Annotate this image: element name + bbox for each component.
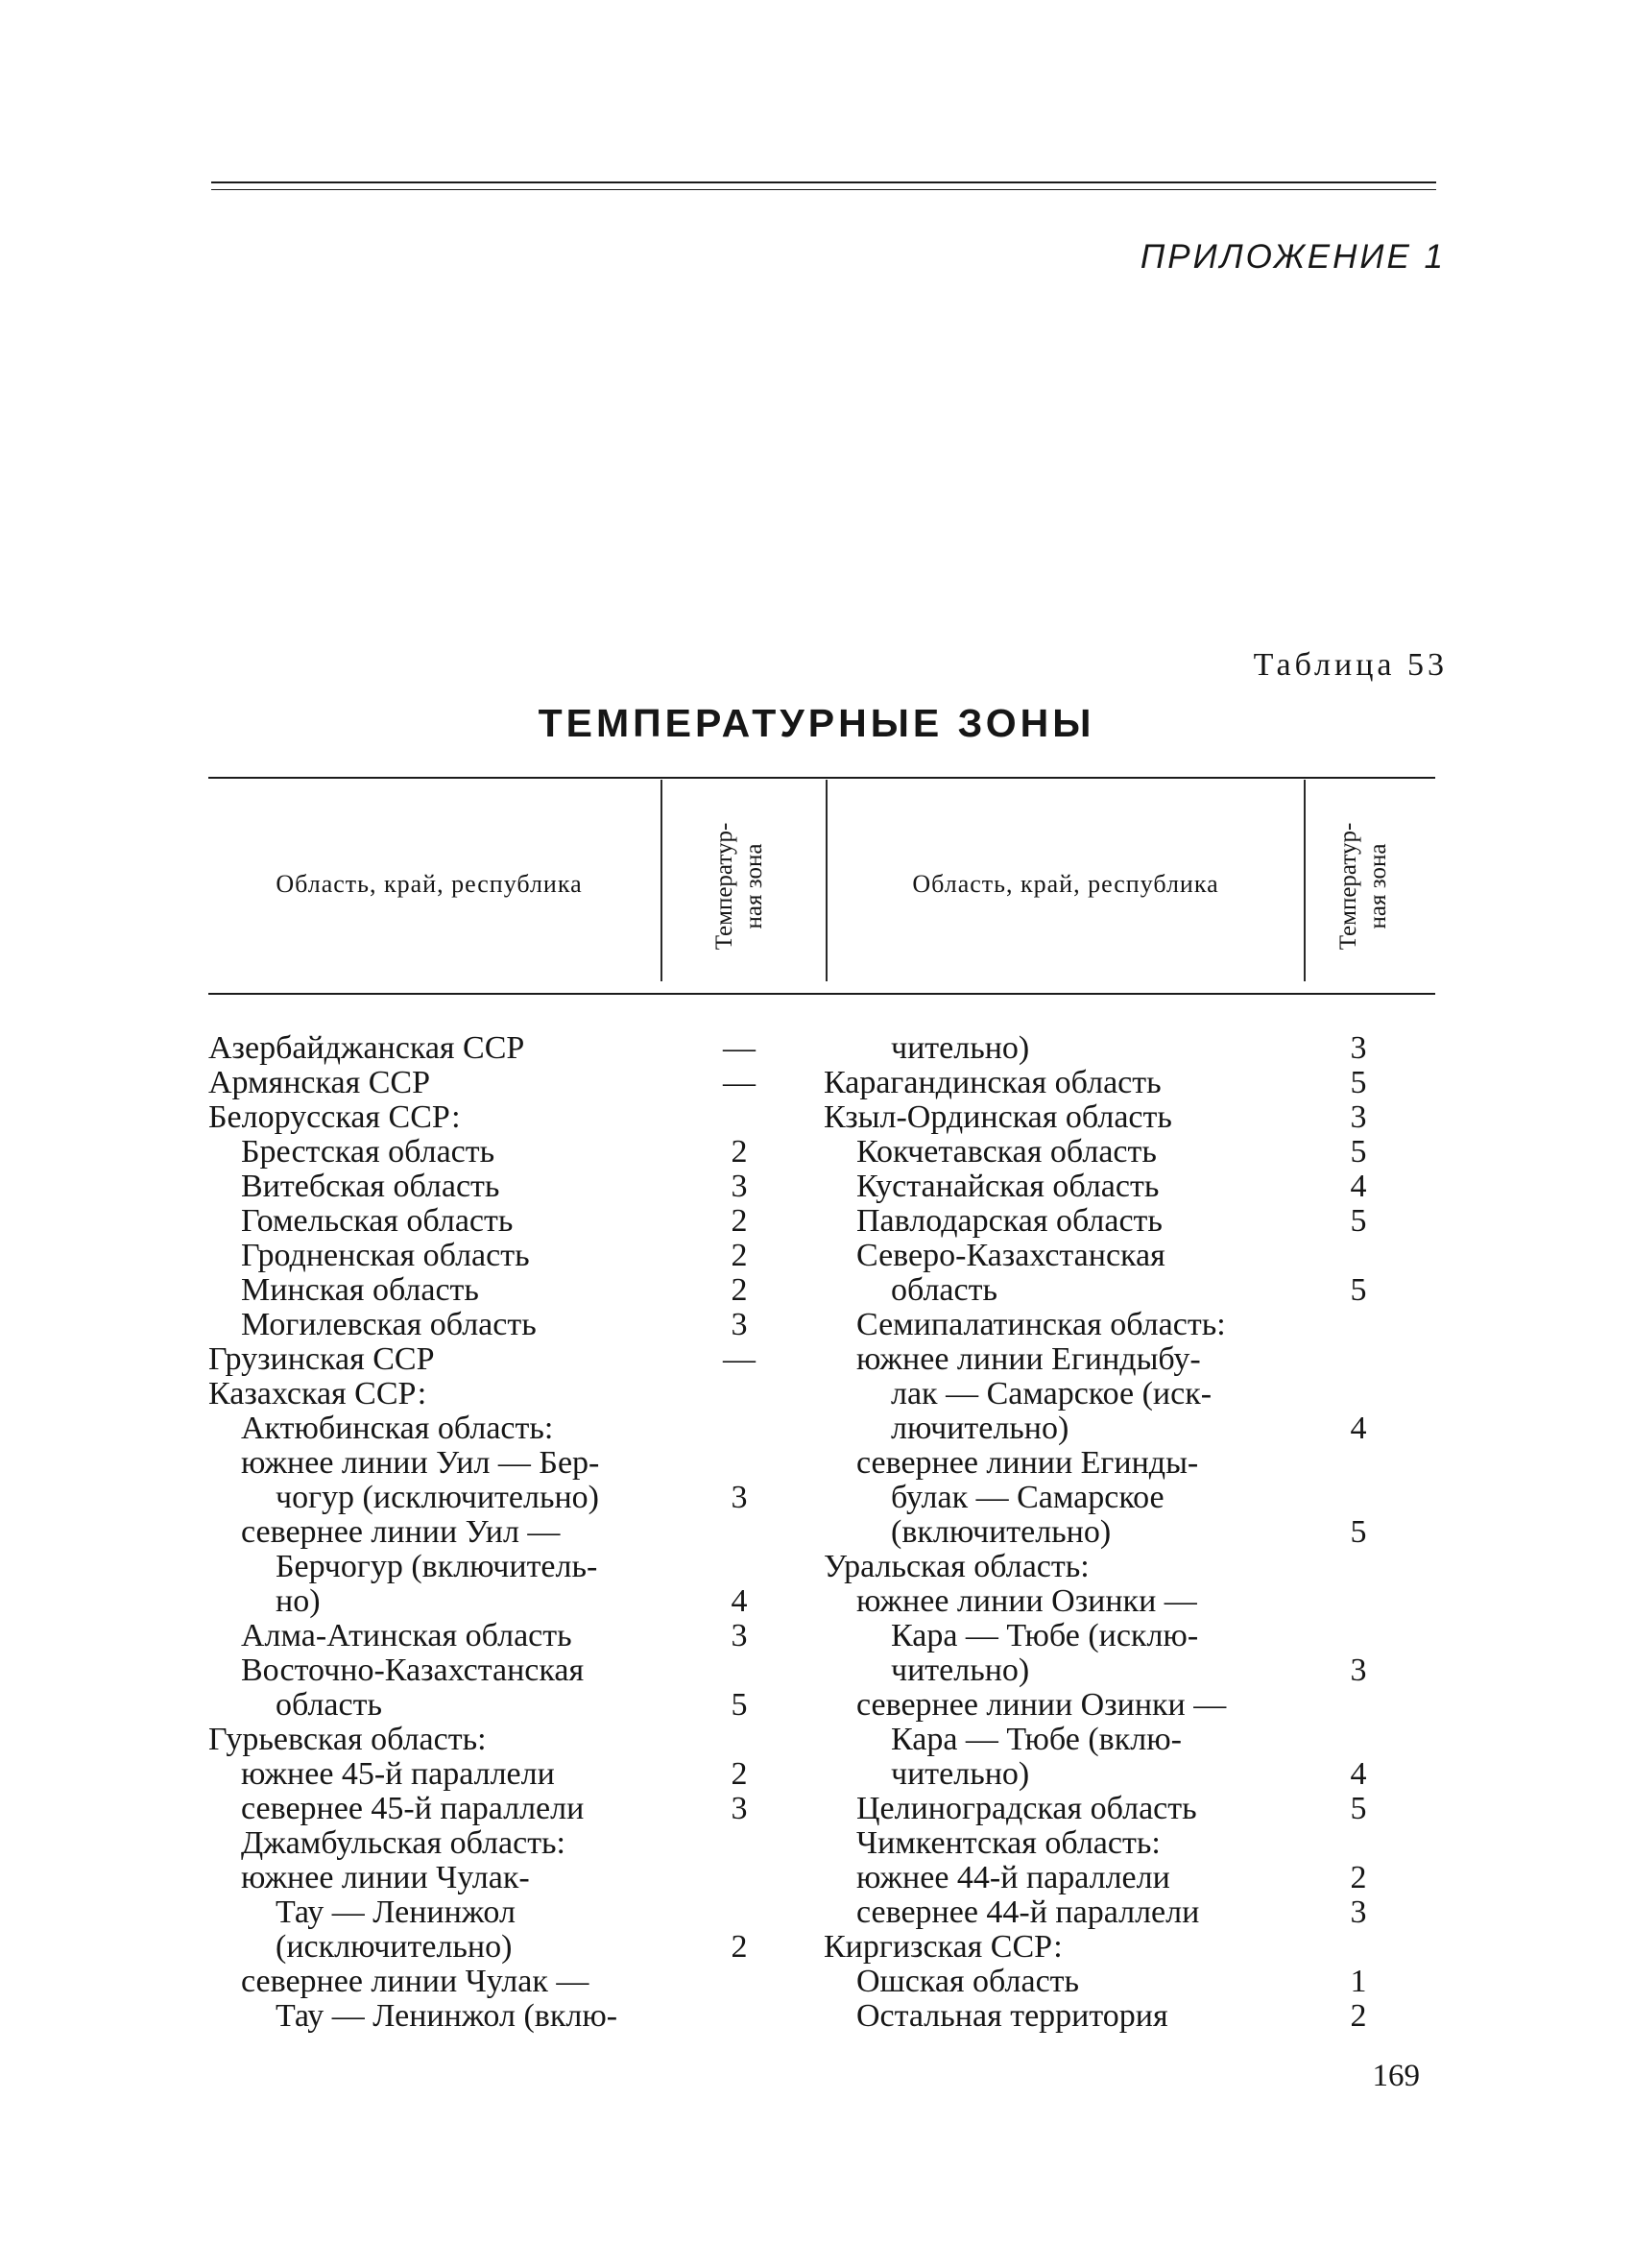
table-row xyxy=(208,1446,823,1481)
header-divider-2 xyxy=(826,780,828,981)
region-name: чительно) xyxy=(891,1756,1030,1792)
table-row xyxy=(208,1757,823,1792)
region-name: Могилевская область xyxy=(241,1307,537,1342)
table-row xyxy=(824,1135,1438,1170)
region-name: Актюбинская область: xyxy=(241,1411,554,1446)
region-name: Семипалатинская область: xyxy=(856,1307,1226,1342)
region-name: лючительно) xyxy=(891,1411,1069,1446)
table-row xyxy=(824,1411,1438,1446)
table-row xyxy=(208,1550,823,1584)
table-row xyxy=(208,1895,823,1930)
header-zone-right-line2: ная зона xyxy=(1365,843,1391,929)
table-row xyxy=(208,1965,823,1999)
region-name: севернее линии Озинки — xyxy=(856,1687,1227,1723)
table-row xyxy=(208,1239,823,1273)
region-name: севернее линии Уил — xyxy=(241,1514,561,1550)
table-row xyxy=(824,1031,1438,1066)
region-name: Джамбульская область: xyxy=(241,1825,566,1861)
header-zone-left-line1: Температур- xyxy=(711,822,737,951)
zone-value: 3 xyxy=(1350,1099,1367,1135)
region-name: чогур (исключительно) xyxy=(276,1480,599,1515)
zone-value: 4 xyxy=(1350,1169,1367,1204)
region-name: Ошская область xyxy=(856,1964,1080,1999)
region-name: Грузинская ССР xyxy=(208,1341,435,1377)
zone-value: 3 xyxy=(731,1618,748,1653)
header-zone-left xyxy=(709,809,777,963)
zone-value: 3 xyxy=(1350,1894,1367,1930)
left-column xyxy=(208,1031,823,2034)
region-name: севернее линии Чулак — xyxy=(241,1964,589,1999)
region-name: Гродненская область xyxy=(241,1238,530,1273)
region-name: чительно) xyxy=(891,1030,1030,1066)
appendix-label: ПРИЛОЖЕНИЕ 1 xyxy=(1140,238,1446,276)
region-name: севернее линии Егинды- xyxy=(856,1445,1199,1481)
zone-value: 3 xyxy=(731,1480,748,1515)
table-row xyxy=(824,1308,1438,1342)
table-row xyxy=(824,1792,1438,1826)
table-row xyxy=(824,1826,1438,1861)
zone-value: 5 xyxy=(1350,1272,1367,1308)
region-name: Белорусская ССР: xyxy=(208,1099,461,1135)
table-row xyxy=(824,1515,1438,1550)
region-name: Чимкентская область: xyxy=(856,1825,1161,1861)
table-row xyxy=(824,1619,1438,1653)
header-region-left: Область, край, республика xyxy=(276,870,583,898)
table-row xyxy=(208,1342,823,1377)
table-row xyxy=(208,1653,823,1688)
header-divider-3 xyxy=(1304,780,1306,981)
table-row xyxy=(208,1204,823,1239)
zone-value: 2 xyxy=(1350,1860,1367,1895)
table-row xyxy=(208,1930,823,1965)
table-row xyxy=(824,1377,1438,1411)
region-name: Гомельская область xyxy=(241,1203,514,1239)
header-zone-left-line2: ная зона xyxy=(741,843,767,929)
region-name: Уральская область: xyxy=(824,1549,1090,1584)
region-name: (исключительно) xyxy=(276,1929,513,1965)
zone-value: 5 xyxy=(1350,1134,1367,1170)
zone-value: 5 xyxy=(731,1687,748,1723)
table-row xyxy=(208,1584,823,1619)
table-row xyxy=(824,1550,1438,1584)
zone-value: — xyxy=(723,1065,756,1100)
zone-value: 2 xyxy=(1350,1998,1367,2034)
region-name: Армянская ССР xyxy=(208,1065,430,1100)
table-row xyxy=(824,1239,1438,1273)
table-row xyxy=(824,1688,1438,1723)
page-number: 169 xyxy=(1372,2059,1420,2093)
zone-value: — xyxy=(723,1030,756,1066)
region-name: область xyxy=(276,1687,382,1723)
table-row xyxy=(208,1100,823,1135)
top-rule-upper xyxy=(211,181,1436,183)
table-row xyxy=(208,1792,823,1826)
zone-value: 4 xyxy=(731,1583,748,1619)
region-name: Алма-Атинская область xyxy=(241,1618,572,1653)
region-name: но) xyxy=(276,1583,321,1619)
region-name: южнее линии Егиндыбу- xyxy=(856,1341,1201,1377)
table-row xyxy=(208,1135,823,1170)
table-row xyxy=(208,1688,823,1723)
region-name: Гурьевская область: xyxy=(208,1722,487,1757)
table-row xyxy=(824,1930,1438,1965)
zone-value: 1 xyxy=(1350,1964,1367,1999)
top-rule-lower xyxy=(211,189,1436,190)
table-row xyxy=(208,1515,823,1550)
table-row xyxy=(824,1273,1438,1308)
region-name: Кустанайская область xyxy=(856,1169,1160,1204)
region-name: Берчогур (включитель- xyxy=(276,1549,598,1584)
table-row xyxy=(824,1204,1438,1239)
region-name: Брестская область xyxy=(241,1134,495,1170)
table-row xyxy=(824,1757,1438,1792)
table-header-bottom-rule xyxy=(208,993,1435,995)
table-row xyxy=(208,1723,823,1757)
table-row xyxy=(824,1584,1438,1619)
region-name: чительно) xyxy=(891,1653,1030,1688)
table-row xyxy=(208,1861,823,1895)
region-name: лак — Самарское (иск- xyxy=(891,1376,1213,1411)
zone-value: — xyxy=(723,1341,756,1377)
table-row xyxy=(208,1619,823,1653)
zone-value: 2 xyxy=(731,1134,748,1170)
table-row xyxy=(824,1170,1438,1204)
zone-value: 5 xyxy=(1350,1514,1367,1550)
zone-value: 5 xyxy=(1350,1791,1367,1826)
zone-value: 3 xyxy=(1350,1030,1367,1066)
zone-value: 2 xyxy=(731,1203,748,1239)
region-name: Тау — Ленинжол xyxy=(276,1894,516,1930)
region-name: Карагандинская область xyxy=(824,1065,1162,1100)
table-row xyxy=(208,1170,823,1204)
table-row xyxy=(824,1895,1438,1930)
header-region-right: Область, край, республика xyxy=(912,870,1219,898)
region-name: Кара — Тюбе (исклю- xyxy=(891,1618,1199,1653)
header-zone-right xyxy=(1333,809,1401,963)
region-name: Северо-Казахстанская xyxy=(856,1238,1165,1273)
zone-value: 3 xyxy=(731,1791,748,1826)
zone-value: 3 xyxy=(731,1169,748,1204)
table-row xyxy=(824,1446,1438,1481)
region-name: Восточно-Казахстанская xyxy=(241,1653,585,1688)
table-row xyxy=(824,1723,1438,1757)
table-row xyxy=(824,1066,1438,1100)
table-row xyxy=(824,1481,1438,1515)
region-name: Кокчетавская область xyxy=(856,1134,1157,1170)
region-name: южнее 45-й параллели xyxy=(241,1756,555,1792)
table-row xyxy=(824,1965,1438,1999)
region-name: Павлодарская область xyxy=(856,1203,1163,1239)
region-name: Тау — Ленинжол (вклю- xyxy=(276,1998,618,2034)
region-name: южнее 44-й параллели xyxy=(856,1860,1170,1895)
table-top-rule xyxy=(208,777,1435,779)
region-name: Витебская область xyxy=(241,1169,500,1204)
zone-value: 5 xyxy=(1350,1065,1367,1100)
table-row xyxy=(208,1826,823,1861)
right-column xyxy=(824,1031,1438,2034)
region-name: Целиноградская область xyxy=(856,1791,1197,1826)
header-zone-right-line1: Температур- xyxy=(1335,822,1361,951)
table-row xyxy=(208,1481,823,1515)
region-name: (включительно) xyxy=(891,1514,1112,1550)
region-name: южнее линии Озинки — xyxy=(856,1583,1197,1619)
region-name: булак — Самарское xyxy=(891,1480,1165,1515)
region-name: Остальная территория xyxy=(856,1998,1168,2034)
region-name: севернее 45-й параллели xyxy=(241,1791,585,1826)
region-name: Азербайджанская ССР xyxy=(208,1030,525,1066)
region-name: южнее линии Чулак- xyxy=(241,1860,530,1895)
region-name: Минская область xyxy=(241,1272,479,1308)
region-name: область xyxy=(891,1272,997,1308)
table-row xyxy=(824,1861,1438,1895)
table-number: Таблица 53 xyxy=(1253,647,1448,683)
table-row xyxy=(824,1342,1438,1377)
header-divider-1 xyxy=(660,780,662,981)
table-row xyxy=(208,1273,823,1308)
zone-value: 4 xyxy=(1350,1756,1367,1792)
zone-value: 2 xyxy=(731,1272,748,1308)
zone-value: 5 xyxy=(1350,1203,1367,1239)
page-title: ТЕМПЕРАТУРНЫЕ ЗОНЫ xyxy=(538,701,1095,745)
table-row xyxy=(824,1653,1438,1688)
zone-value: 3 xyxy=(1350,1653,1367,1688)
zone-value: 3 xyxy=(731,1307,748,1342)
region-name: Кзыл-Ординская область xyxy=(824,1099,1172,1135)
table-row xyxy=(824,1999,1438,2034)
zone-value: 2 xyxy=(731,1756,748,1792)
table-row xyxy=(824,1100,1438,1135)
table-row xyxy=(208,1377,823,1411)
table-row xyxy=(208,1308,823,1342)
region-name: севернее 44-й параллели xyxy=(856,1894,1200,1930)
table-row xyxy=(208,1999,823,2034)
region-name: Кара — Тюбе (вклю- xyxy=(891,1722,1182,1757)
zone-value: 4 xyxy=(1350,1411,1367,1446)
table-row xyxy=(208,1066,823,1100)
zone-value: 2 xyxy=(731,1238,748,1273)
zone-value: 2 xyxy=(731,1929,748,1965)
table-row xyxy=(208,1031,823,1066)
region-name: Киргизская ССР: xyxy=(824,1929,1063,1965)
region-name: Казахская ССР: xyxy=(208,1376,427,1411)
table-row xyxy=(208,1411,823,1446)
region-name: южнее линии Уил — Бер- xyxy=(241,1445,600,1481)
